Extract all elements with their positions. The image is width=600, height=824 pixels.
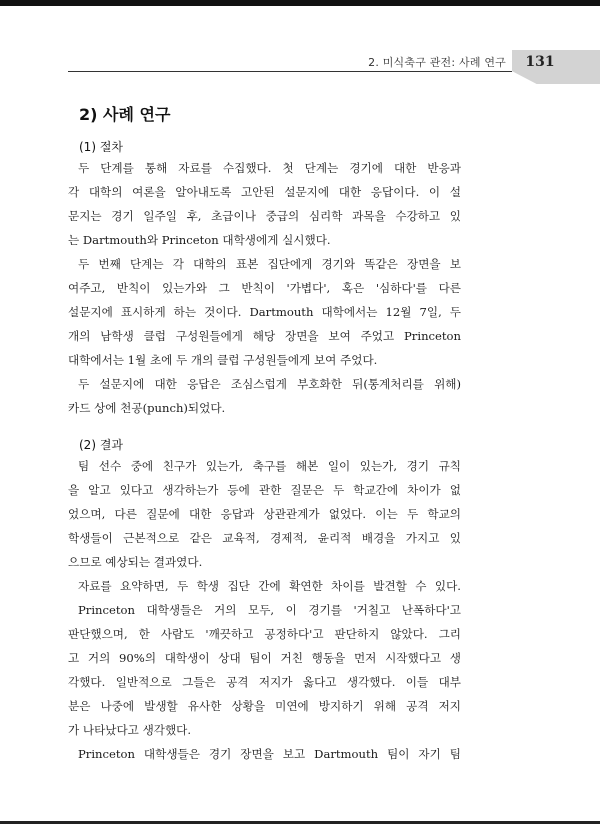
body-line: 개의 남학생 클럽 구성원들에게 해당 장면을 보여 주었고 Princeton [68, 329, 461, 343]
body-line: 을 알고 있다고 생각하는가 등에 관한 질문은 두 학교간에 차이가 없 [68, 483, 461, 497]
body-line: 대학에서는 1월 초에 두 개의 클럽 구성원들에게 보여 주었다. [68, 353, 378, 367]
body-line: 가 나타났다고 생각했다. [68, 723, 192, 737]
body-line: 고 거의 90%의 대학생이 상대 팀이 거친 행동을 먼저 시작했다고 생 [68, 651, 461, 665]
body-line: 자료를 요약하면, 두 학생 집단 간에 확연한 차이를 발견할 수 있다. [78, 579, 461, 593]
body-line: 판단했으며, 한 사람도 '깨끗하고 공정하다'고 판단하지 않았다. 그리 [68, 627, 461, 641]
body-line: 설문지에 표시하게 하는 것이다. Dartmouth 대학에서는 12월 7일, 두 [68, 305, 461, 319]
page-number: 131 [525, 54, 555, 70]
body-line: 팀 선수 중에 친구가 있는가, 축구를 해본 일이 있는가, 경기 규칙 [78, 459, 461, 473]
body-line: Princeton 대학생들은 경기 장면을 보고 Dartmouth 팀이 자기 팀 [78, 747, 461, 761]
body-line: 으므로 예상되는 결과였다. [68, 555, 203, 569]
body-line: 분은 나중에 발생할 유사한 상황을 미연에 방지하기 위해 공격 저지 [68, 699, 461, 713]
body-line: 두 설문지에 대한 응답은 조심스럽게 부호화한 뒤(통계처리를 위해) [78, 377, 461, 391]
body-line: 었으며, 다른 질문에 대한 응답과 상관관계가 없었다. 이는 두 학교의 [68, 507, 461, 521]
body-line: 두 단계를 통해 자료를 수집했다. 첫 단계는 경기에 대한 반응과 [78, 161, 461, 175]
subsection-heading-results: (2) 결과 [79, 438, 123, 452]
header-rule [68, 71, 512, 72]
body-line: 각 대학의 여론을 알아내도록 고안된 설문지에 대한 응답이다. 이 설 [68, 185, 461, 199]
top-border [0, 0, 600, 6]
section-title: 2) 사례 연구 [79, 105, 171, 124]
body-line: 는 Dartmouth와 Princeton 대학생에게 실시했다. [68, 233, 331, 247]
body-line: 두 번째 단계는 각 대학의 표본 집단에게 경기와 똑같은 장면을 보 [78, 257, 461, 271]
body-line: 문지는 경기 일주일 후, 초급이나 중급의 심리학 과목을 수강하고 있 [68, 209, 461, 223]
body-line: 학생들이 근본적으로 같은 교육적, 경제적, 윤리적 배경을 가지고 있 [68, 531, 461, 545]
body-line: Princeton 대학생들은 거의 모두, 이 경기를 '거칠고 난폭하다'고 [78, 603, 461, 617]
subsection-heading-procedure: (1) 절차 [79, 140, 123, 154]
running-head: 2. 미식축구 관전: 사례 연구 [368, 56, 506, 69]
body-line: 카드 상에 천공(punch)되었다. [68, 401, 226, 415]
body-line: 여주고, 반칙이 있는가와 그 반칙이 '가볍다', 혹은 '심하다'를 다른 [68, 281, 461, 295]
body-line: 각했다. 일반적으로 그들은 공격 저지가 옳다고 생각했다. 이들 대부 [68, 675, 461, 689]
